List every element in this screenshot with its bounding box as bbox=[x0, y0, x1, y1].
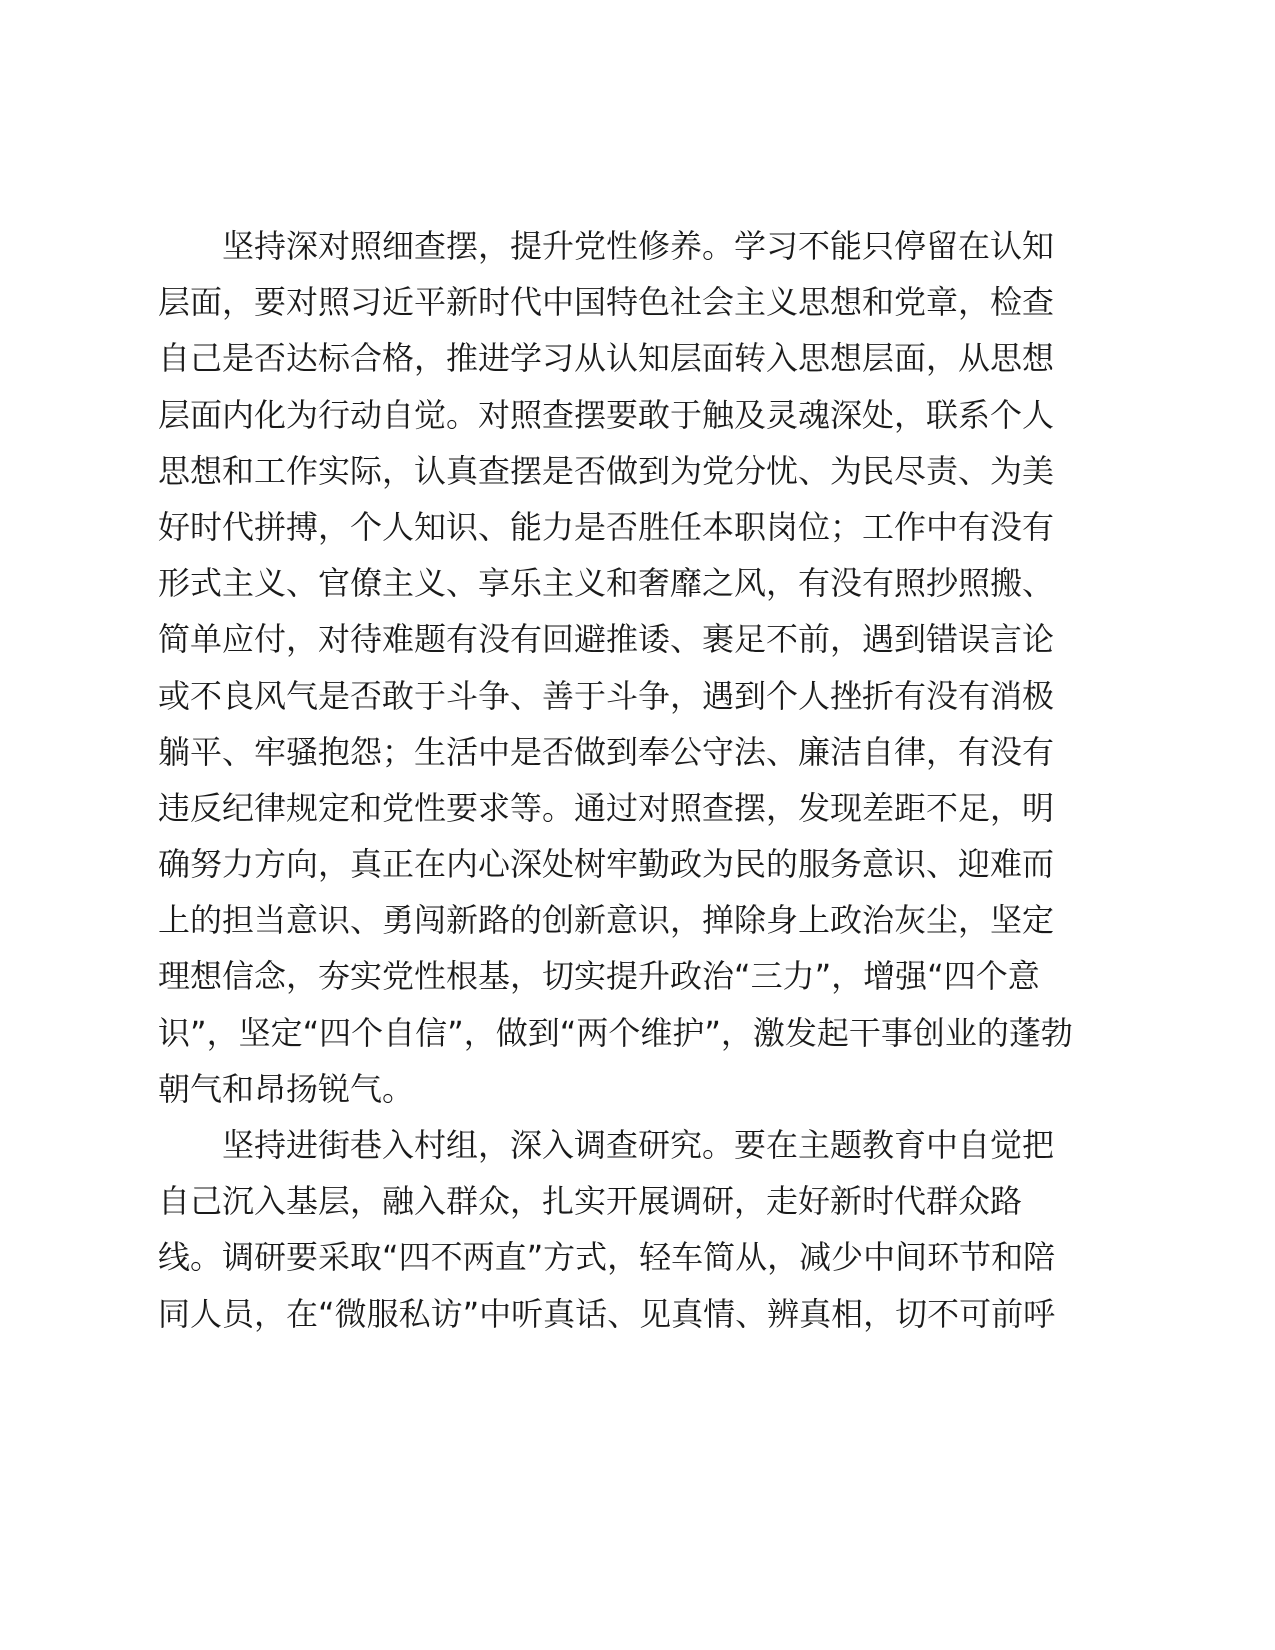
body-text bbox=[158, 218, 1088, 1342]
paragraph-1 bbox=[158, 218, 1088, 1117]
text-line: 坚持深对照细查摆，提升党性修养。学习不能只停留在认知 bbox=[222, 227, 1055, 265]
text-line: 或不良风气是否敢于斗争、善于斗争，遇到个人挫折有没有消极 bbox=[158, 676, 1055, 715]
text-line: 自己是否达标合格，推进学习从认知层面转入思想层面，从思想 bbox=[158, 339, 1055, 378]
text-line: 自己沉入基层，融入群众，扎实开展调研，走好新时代群众路 bbox=[158, 1182, 1023, 1221]
text-line: 朝气和昂扬锐气。 bbox=[158, 1069, 415, 1108]
text-line: 坚持进街巷入村组，深入调查研究。要在主题教育中自觉把 bbox=[222, 1126, 1055, 1164]
text-line: 好时代拼搏，个人知识、能力是否胜任本职岗位；工作中有没有 bbox=[158, 507, 1055, 546]
text-line: 识”，坚定“四个自信”，做到“两个维护”，激发起干事创业的蓬勃 bbox=[158, 1013, 1073, 1052]
text-line: 层面内化为行动自觉。对照查摆要敢于触及灵魂深处，联系个人 bbox=[158, 395, 1055, 434]
text-line: 形式主义、官僚主义、享乐主义和奢靡之风，有没有照抄照搬、 bbox=[158, 564, 1055, 603]
text-line: 线。调研要采取“四不两直”方式，轻车简从，减少中间环节和陪 bbox=[158, 1238, 1056, 1277]
text-line: 层面，要对照习近平新时代中国特色社会主义思想和党章，检查 bbox=[158, 283, 1055, 322]
text-line: 躺平、牢骚抱怨；生活中是否做到奉公守法、廉洁自律，有没有 bbox=[158, 732, 1055, 771]
text-line: 理想信念，夯实党性根基，切实提升政治“三力”，增强“四个意 bbox=[158, 957, 1040, 996]
text-line: 思想和工作实际，认真查摆是否做到为党分忧、为民尽责、为美 bbox=[158, 451, 1055, 490]
text-line: 上的担当意识、勇闯新路的创新意识，掸除身上政治灰尘，坚定 bbox=[158, 901, 1055, 940]
paragraph-2 bbox=[158, 1117, 1088, 1342]
text-line: 同人员，在“微服私访”中听真话、见真情、辨真相，切不可前呼 bbox=[158, 1294, 1056, 1333]
text-line: 违反纪律规定和党性要求等。通过对照查摆，发现差距不足，明 bbox=[158, 788, 1055, 827]
text-line: 简单应付，对待难题有没有回避推诿、裹足不前，遇到错误言论 bbox=[158, 620, 1055, 659]
text-line: 确努力方向，真正在内心深处树牢勤政为民的服务意识、迎难而 bbox=[158, 845, 1055, 884]
